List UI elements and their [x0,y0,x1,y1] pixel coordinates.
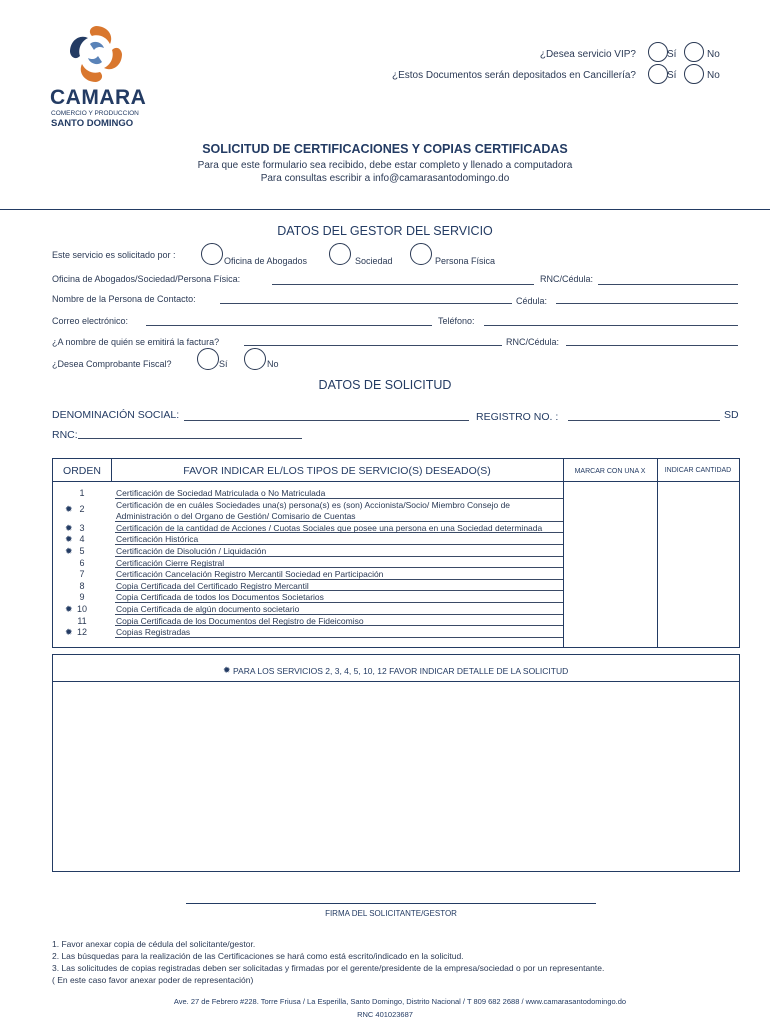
vip-question: ¿Desea servicio VIP? [539,49,636,60]
col-divider-1 [111,459,112,481]
mark-x-cell[interactable] [564,568,656,580]
marcar-header: MARCAR CON UNA X [574,468,646,475]
fiscal-yes-radio[interactable] [197,348,219,370]
service-text: Certificación de Sociedad Matriculada o No Matriculada [116,488,326,498]
star-icon: ✹ [65,534,73,545]
services-rows [53,481,739,647]
footer-rnc: RNC 401023687 [357,1010,413,1019]
detail-title: PARA LOS SERVICIOS 2, 3, 4, 5, 10, 12 FAVOR INDICAR DETALLE DE LA SOLICITUD [233,666,569,676]
quantity-cell[interactable] [658,615,738,627]
phone-field[interactable] [484,325,738,326]
quantity-cell[interactable] [658,545,738,557]
option-persona-label: Persona Física [435,256,496,266]
service-text: Certificación Histórica [116,534,199,545]
star-icon: ✹ [65,503,73,514]
service-text: Copia Certificada de todos los Documentos Societarios [116,592,324,603]
logo [50,22,145,127]
form-title: SOLICITUD DE CERTIFICACIONES Y COPIAS CERTIFICADAS [202,142,568,156]
mark-x-cell[interactable] [564,533,656,545]
quantity-cell[interactable] [658,522,738,534]
mark-x-cell[interactable] [564,615,656,627]
denominacion-field[interactable] [184,420,469,421]
table-row [53,533,739,545]
service-text-cont: Administración o del Organo de Gestión/ Comisario de Cuentas [116,511,356,522]
service-text: Certificación de la cantidad de Acciones / Cuotas Sociales que posee una persona en una Sociedad determinada [116,522,543,533]
table-row [53,603,739,615]
chamber-logo-icon [66,22,126,84]
mark-x-cell[interactable] [564,591,656,603]
footer-address: Ave. 27 de Febrero #228. Torre Friusa / La Esperilla, Santo Domingo, Distrito Nacional / T 809 682 2688 / www.camarasantodomingo.do [173,997,627,1006]
service-text: Copia Certificada de algún documento societario [116,604,300,614]
table-row [53,591,739,603]
table-row [53,615,739,627]
mark-x-cell[interactable] [564,499,656,522]
row-number: 3 [79,522,85,533]
fiscal-no-radio[interactable] [244,348,266,370]
row-number: 2 [79,503,85,514]
office-label: Oficina de Abogados/Sociedad/Persona Física: [52,274,241,284]
service-text: Copias Registradas [116,627,191,638]
contact-cedula-label: Cédula: [516,296,548,306]
requested-by-label: Este servicio es solicitado por : [52,250,176,260]
signature-field[interactable] [186,903,596,904]
office-rnc-field[interactable] [598,284,738,285]
servicios-header: FAVOR INDICAR EL/LOS TIPOS DE SERVICIO(S) DESEADO(S) [183,465,491,477]
email-label: Correo electrónico: [52,316,129,326]
table-row [53,545,739,557]
table-row [53,487,739,499]
quantity-cell[interactable] [658,557,738,569]
quantity-cell[interactable] [658,580,738,592]
mark-x-cell[interactable] [564,603,656,615]
denominacion-label: DENOMINACIÓN SOCIAL: [52,409,180,421]
cancilleria-question: ¿Estos Documentos serán depositados en Cancillería? [391,70,636,81]
option-persona-radio[interactable] [410,243,432,265]
form-instructions-1: Para que este formulario sea recibido, debe estar completo y llenado a computadora [197,160,573,171]
star-icon: ✹ [65,604,73,614]
option-abogados-label: Oficina de Abogados [224,256,308,266]
signature-label: FIRMA DEL SOLICITANTE/GESTOR [325,909,457,918]
option-abogados-radio[interactable] [201,243,223,265]
fiscal-label: ¿Desea Comprobante Fiscal? [52,359,172,369]
fiscal-no-label: No [267,359,279,369]
row-number: 5 [79,546,85,556]
quantity-cell[interactable] [658,603,738,615]
note-4: ( En este caso favor anexar poder de representación) [52,975,254,985]
services-table [52,458,740,648]
mark-x-cell[interactable] [564,522,656,534]
logo-sub1: COMERCIO Y PRODUCCION [51,110,139,117]
row-number: 9 [79,592,85,603]
solicitud-rnc-label: RNC: [52,429,78,441]
star-icon: ✹ [65,546,73,556]
row-number: 1 [79,488,85,498]
invoice-field[interactable] [244,345,502,346]
quantity-cell[interactable] [658,626,738,638]
vip-yes-label: Sí [667,49,677,60]
service-text: Certificación Cancelación Registro Mercantil Sociedad en Participación [116,569,384,580]
cancilleria-no-label: No [707,70,720,81]
detail-star-icon: ✹ [223,665,231,675]
row-number: 11 [77,615,87,626]
contact-field[interactable] [220,303,512,304]
solicitud-section-title: DATOS DE SOLICITUD [318,378,452,392]
email-field[interactable] [146,325,432,326]
option-sociedad-radio[interactable] [329,243,351,265]
phone-label: Teléfono: [438,316,475,326]
mark-x-cell[interactable] [564,580,656,592]
table-row [53,499,739,522]
office-rnc-label: RNC/Cédula: [540,274,594,284]
vip-no-label: No [707,49,720,60]
row-number: 6 [79,557,85,568]
logo-name: CAMARA [50,86,147,109]
mark-x-cell[interactable] [564,487,656,499]
table-row [53,522,739,534]
office-field[interactable] [272,284,534,285]
row-number: 10 [76,604,87,614]
logo-sub2: SANTO DOMINGO [51,118,134,129]
service-text: Copia Certificada del Certificado Registro Mercantil [116,580,309,591]
quantity-cell[interactable] [658,568,738,580]
invoice-label: ¿A nombre de quién se emitirá la factura? [52,337,220,347]
star-icon: ✹ [65,522,73,533]
row-number: 7 [79,569,85,580]
quantity-cell[interactable] [658,499,738,522]
note-3: 3. Las solicitudes de copias registradas deben ser solicitadas y firmadas por el gerente/presidente de la empresa/sociedad o por un representante. [52,963,605,973]
service-text: Certificación de Disolución / Liquidación [116,546,267,556]
star-icon: ✹ [65,627,73,638]
quantity-cell[interactable] [658,591,738,603]
gestor-section-title: DATOS DEL GESTOR DEL SERVICIO [277,224,493,238]
contact-cedula-field[interactable] [556,303,738,304]
sd-label: SD [724,409,739,421]
cantidad-header: INDICAR CANTIDAD [664,467,732,474]
mark-x-cell[interactable] [564,626,656,638]
fiscal-yes-label: Sí [219,359,228,369]
table-row [53,626,739,638]
note-2: 2. Las búsquedas para la realización de las Certificaciones se hará como está escrito/indicado en la solicitud. [52,951,464,961]
option-sociedad-label: Sociedad [355,256,393,266]
table-row [53,580,739,592]
row-number: 4 [79,534,85,545]
table-row [53,568,739,580]
registro-field[interactable] [568,420,720,421]
note-1: 1. Favor anexar copia de cédula del solicitante/gestor. [52,939,256,949]
service-text: Copia Certificada de los Documentos del Registro de Fideicomiso [116,615,364,626]
quantity-cell[interactable] [658,533,738,545]
registro-label: REGISTRO NO. : [476,411,559,423]
quantity-cell[interactable] [658,487,738,499]
invoice-rnc-field[interactable] [566,345,738,346]
row-number: 12 [76,627,87,638]
detail-box[interactable] [52,654,740,872]
vip-yes-radio[interactable] [648,42,668,62]
cancilleria-yes-radio[interactable] [648,64,668,84]
cancilleria-yes-label: Sí [667,70,677,81]
invoice-rnc-label: RNC/Cédula: [506,337,560,347]
vip-no-radio[interactable] [684,42,704,62]
section-divider [0,209,770,210]
contact-label: Nombre de la Persona de Contacto: [52,294,196,304]
form-instructions-2: Para consultas escribir a info@camarasantodomingo.do [260,173,510,184]
row-underline [115,637,563,638]
row-number: 8 [79,580,85,591]
orden-header: ORDEN [63,465,101,477]
solicitud-rnc-field[interactable] [78,438,302,439]
service-text: Certificación Cierre Registral [116,557,225,568]
cancilleria-no-radio[interactable] [684,64,704,84]
mark-x-cell[interactable] [564,545,656,557]
mark-x-cell[interactable] [564,557,656,569]
table-row [53,557,739,569]
service-text: Certificación de en cuáles Sociedades una(s) persona(s) es (son) Accionista/Socio/ Miembro Consejo de [116,499,511,510]
